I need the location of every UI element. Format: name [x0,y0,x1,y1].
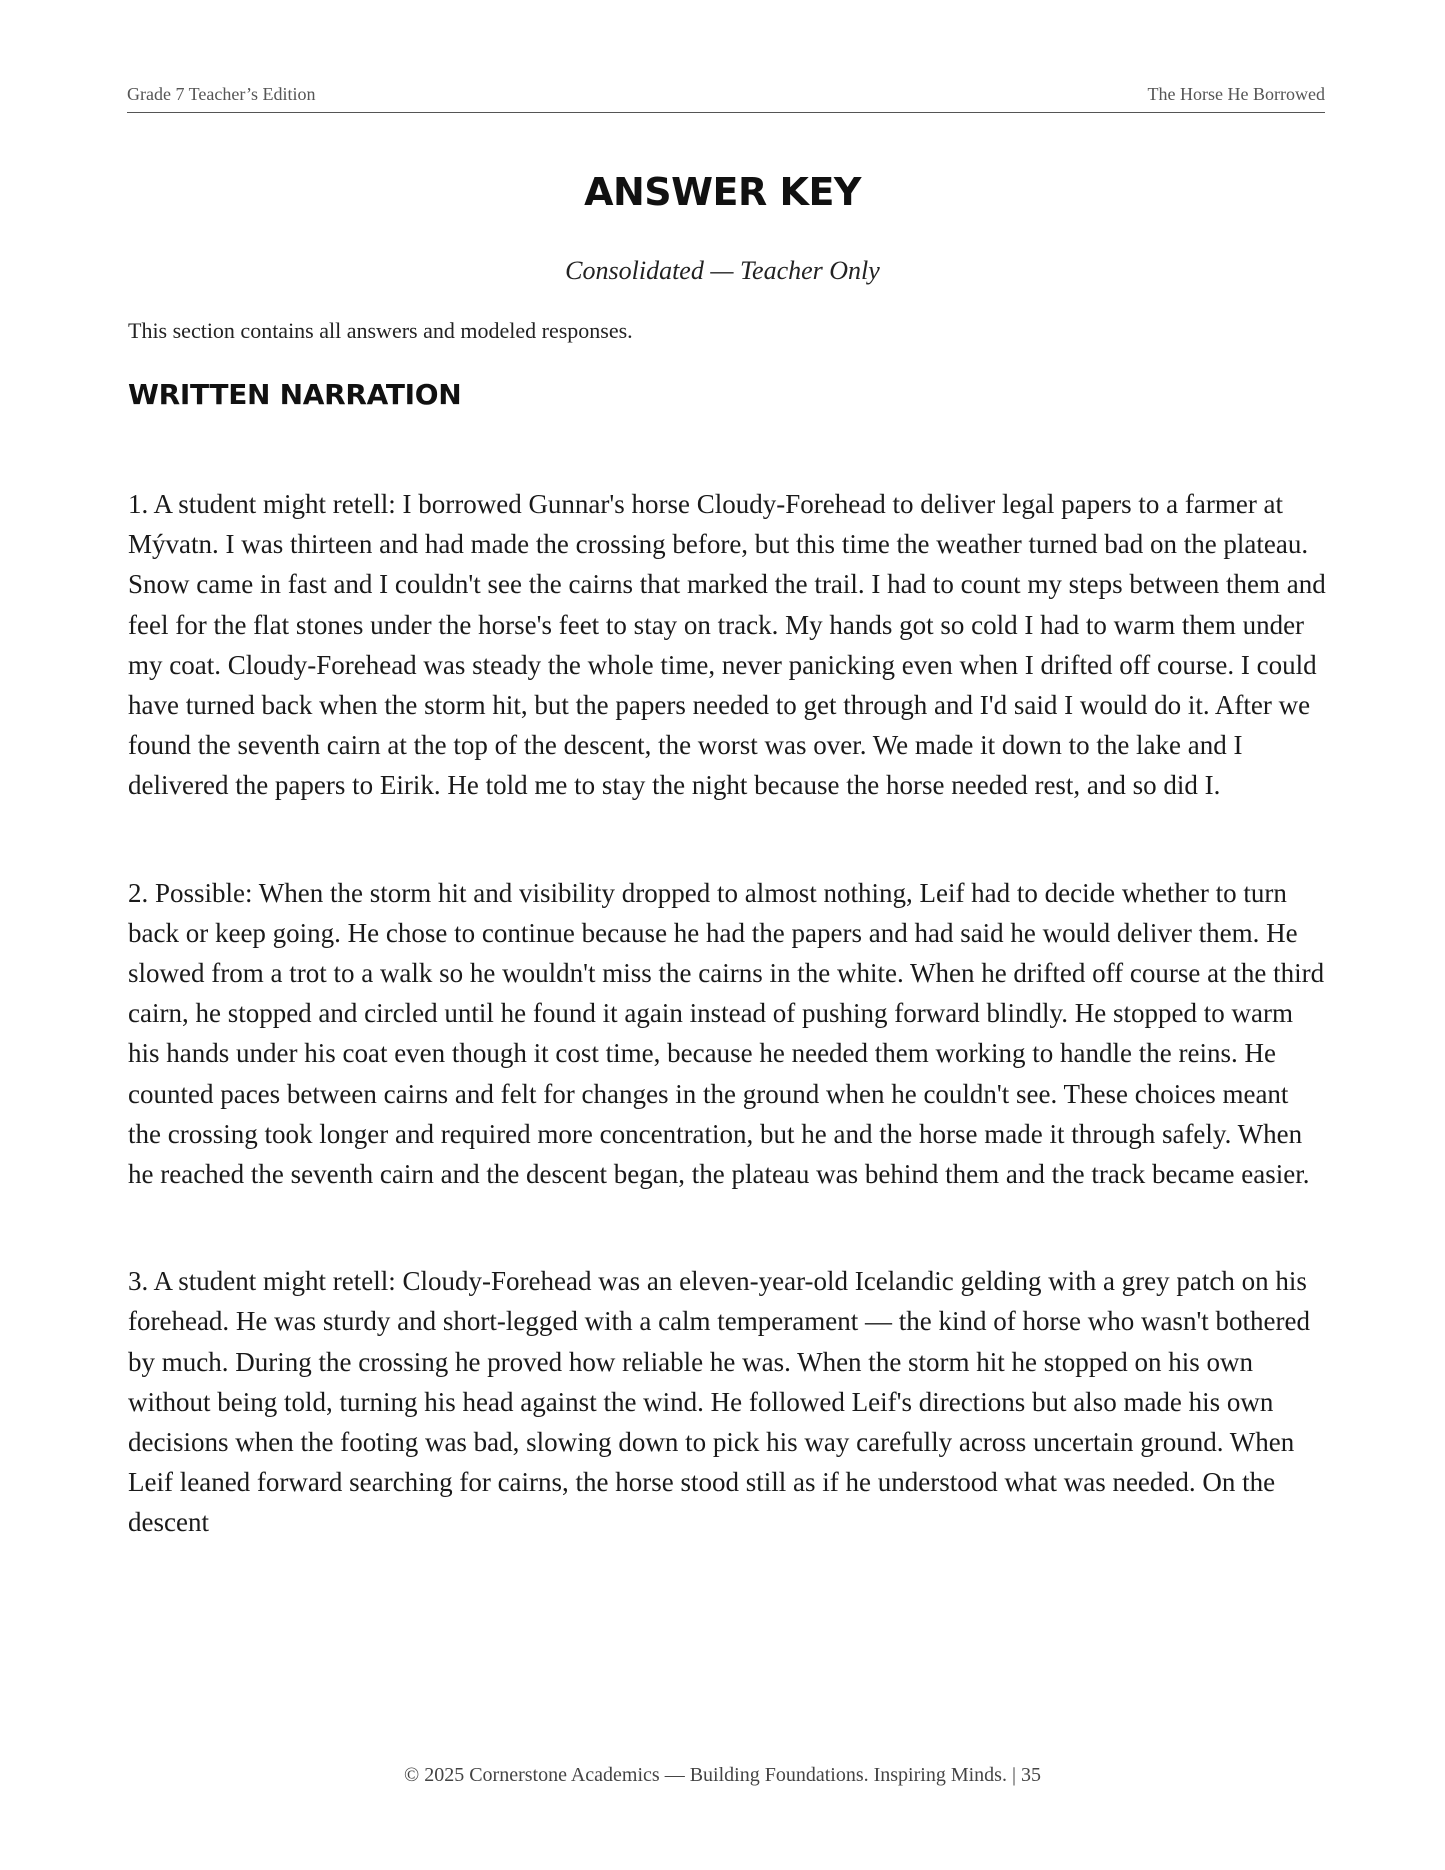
header-book-title: Grade 7 Teacher’s Edition [127,84,316,104]
answer-item-1: 1. A student might retell: I borrowed Gunnar's horse Cloudy-Forehead to deliver legal papers to a farmer at Mývatn. I was thirteen and had made the crossing before, but this time the weather turned bad on the plateau. Snow came in fast and I couldn't see the cairns that marked the trail. I had to count my steps between them and feel for the flat stones under the horse's feet to stay on track. My hands got so cold I had to warm them under my coat. Cloudy-Forehead was steady the whole time, never panicking even when I drifted off course. I could have turned back when the storm hit, but the papers needed to get through and I'd said I would do it. After we found the seventh cairn at the top of the descent, the worst was over. We made it down to the lake and I delivered the papers to Eirik. He told me to stay the night because the horse needed rest, and so did I. [128,489,1326,801]
answer-item-3: 3. A student might retell: Cloudy-Forehead was an eleven-year-old Icelandic gelding with a grey patch on his forehead. He was sturdy and short-legged with a calm temperament — the kind of horse who wasn't bothered by much. During the crossing he proved how reliable he was. When the storm hit he stopped on his own without being told, turning his head against the wind. He followed Leif's directions but also made his own decisions when the footing was bad, slowing down to pick his way carefully across uncertain ground. When Leif leaned forward searching for cairns, the horse stood still as if he understood what was needed. On the descent [128,1266,1311,1538]
header-story-title: The Horse He Borrowed [1147,84,1325,104]
running-header [127,84,1325,113]
answer-list [128,484,1328,1610]
section-heading: WRITTEN NARRATION [128,378,462,411]
intro-text: This section contains all answers and modeled responses. [128,318,633,343]
page-subtitle: Consolidated — Teacher Only [565,256,880,285]
page-title: ANSWER KEY [584,170,861,214]
answer-item-2: 2. Possible: When the storm hit and visibility dropped to almost nothing, Leif had to decide whether to turn back or keep going. He chose to continue because he had the papers and had said he would deliver them. He slowed from a trot to a walk so he wouldn't miss the cairns in the white. When he drifted off course at the third cairn, he stopped and circled until he found it again instead of pushing forward blindly. He stopped to warm his hands under his coat even though it cost time, because he needed them working to handle the reins. He counted paces between cairns and felt for changes in the ground when he couldn't see. These choices meant the crossing took longer and required more concentration, but he and the horse made it through safely. When he reached the seventh cairn and the descent began, the plateau was behind them and the track became easier. [128,877,1325,1190]
page-footer: © 2025 Cornerstone Academics — Building Foundations. Inspiring Minds. | 35 [404,1764,1041,1786]
